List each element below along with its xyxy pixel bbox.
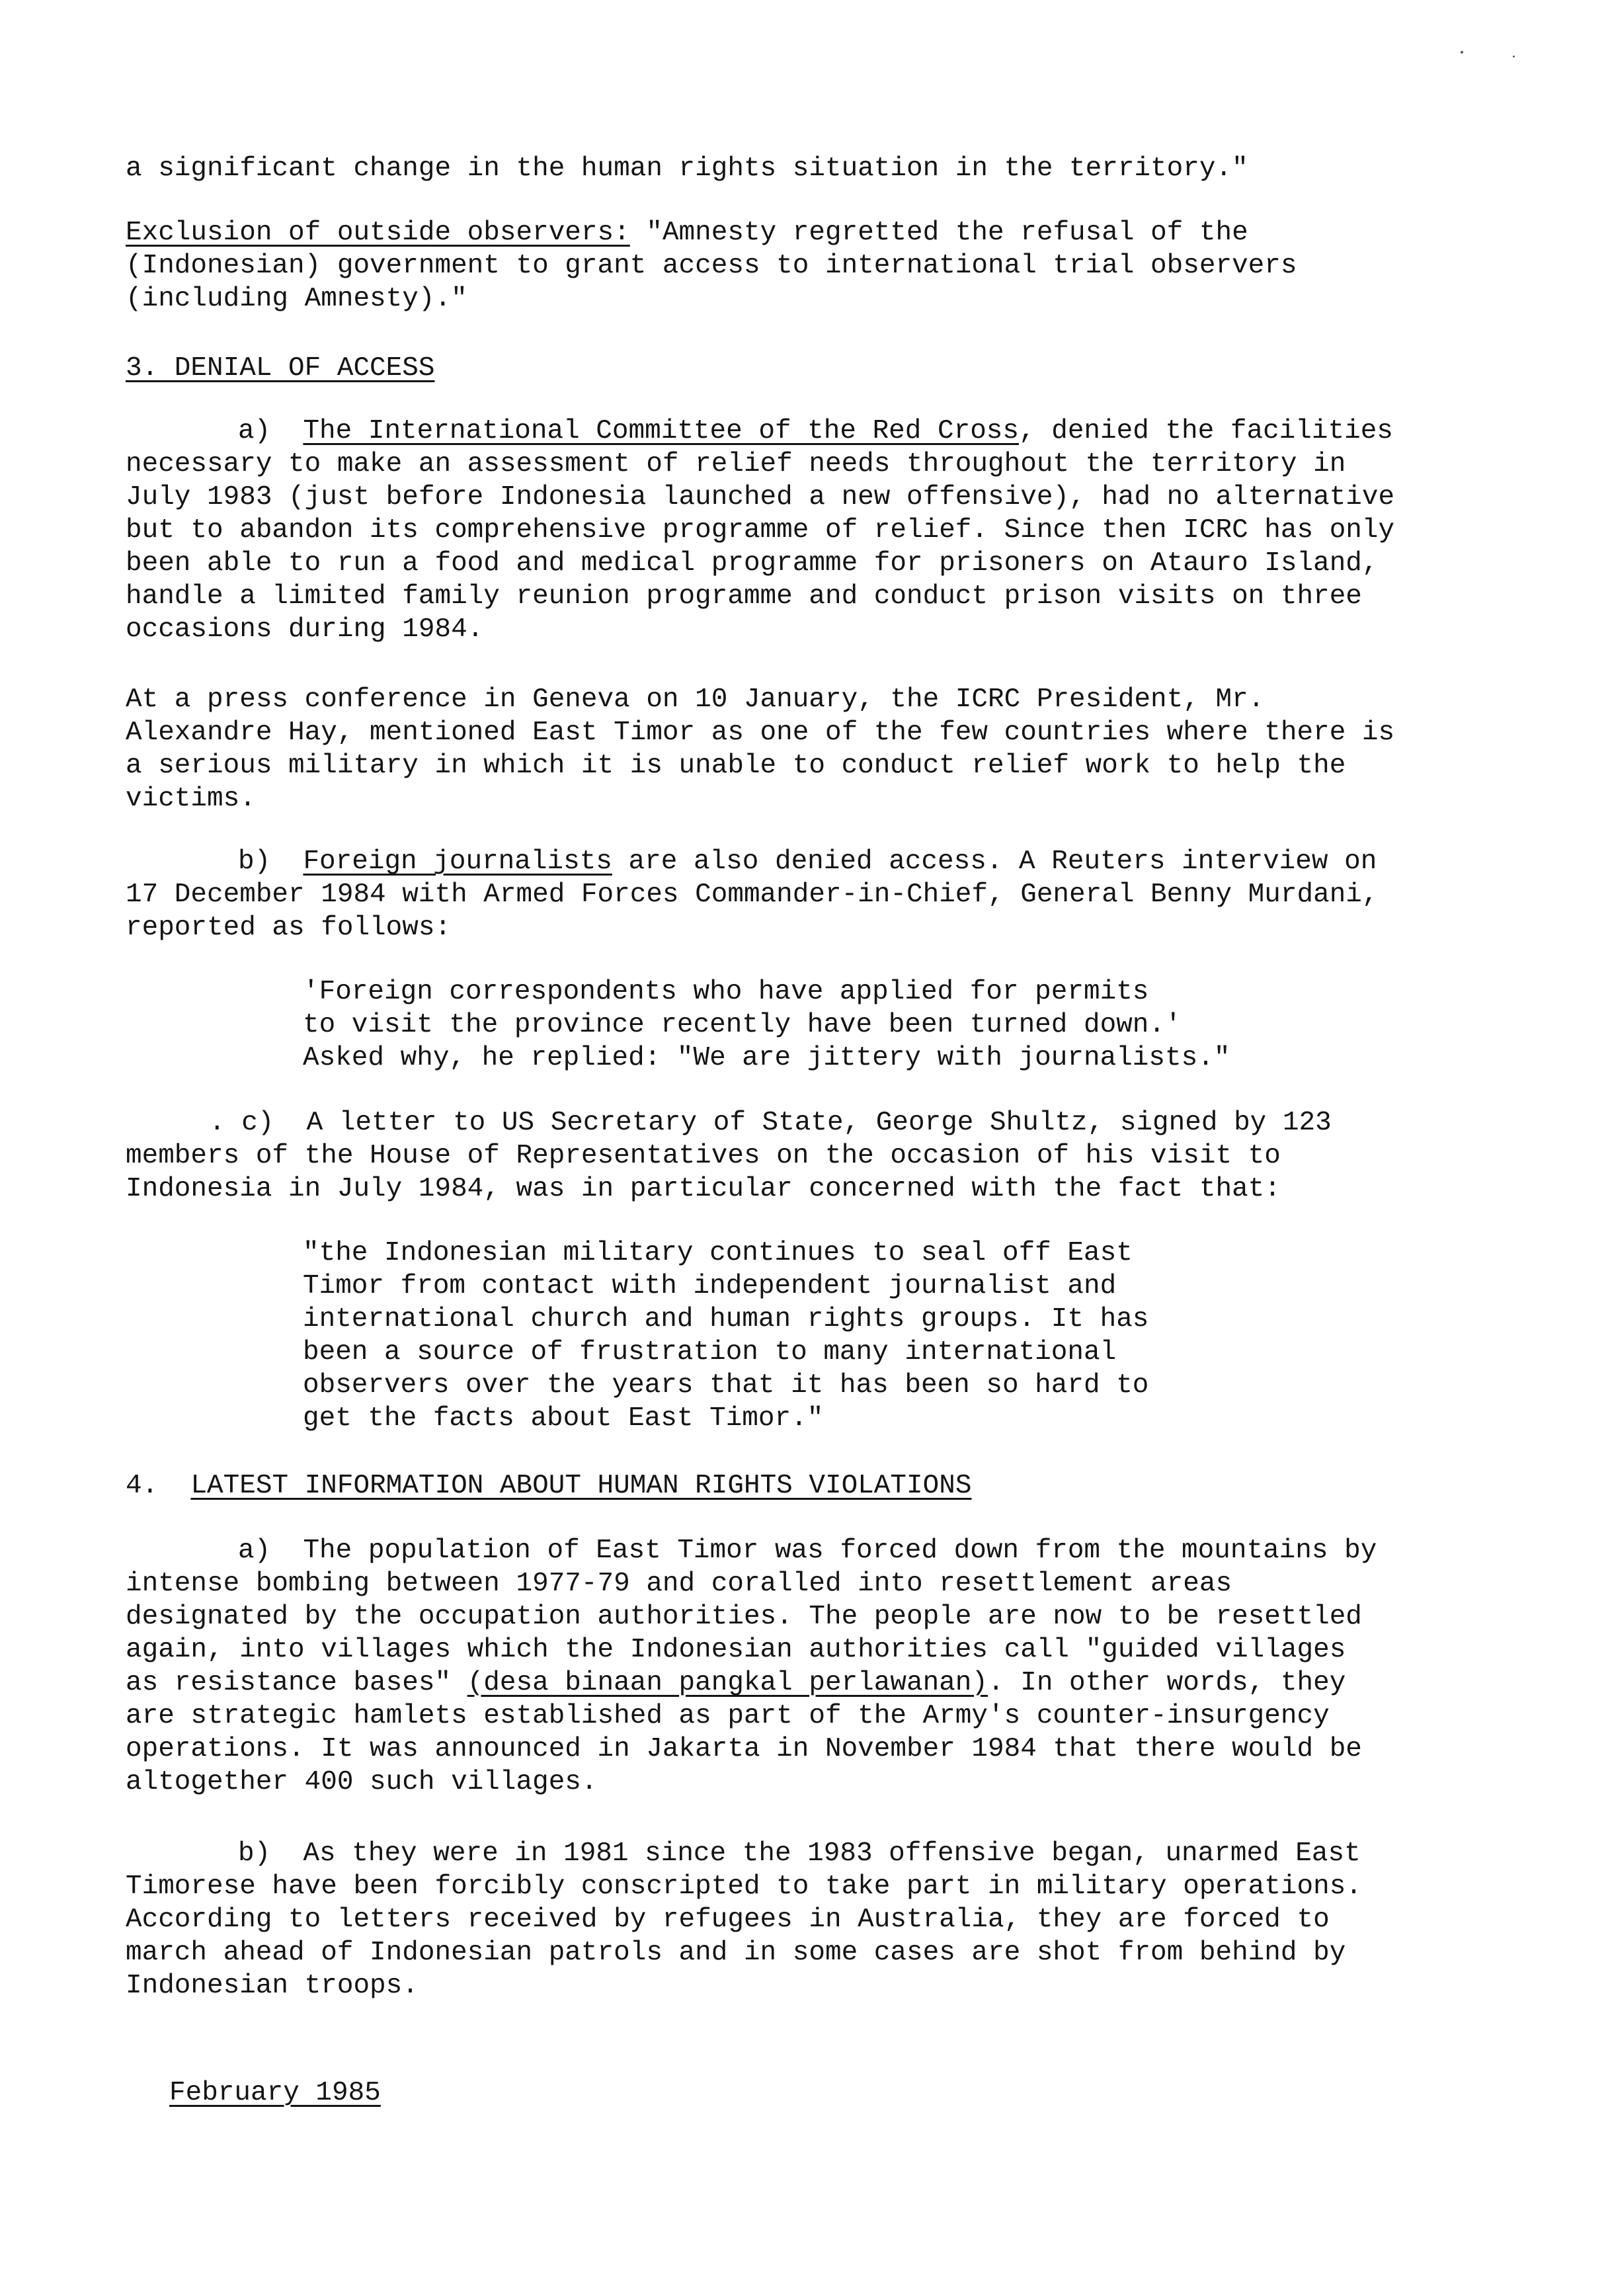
section-3a-line: but to abandon its comprehensive programme of relief. Since then ICRC has only bbox=[126, 515, 1395, 546]
section-4b-marker: b) bbox=[238, 1838, 271, 1869]
section-4a-line: designated by the occupation authorities. The people are now to be resettled bbox=[126, 1602, 1362, 1632]
press-line: At a press conference in Geneva on 10 January, the ICRC President, Mr. bbox=[126, 684, 1265, 715]
scan-speck bbox=[1461, 51, 1463, 54]
congress-quote-line: international church and human rights groups. It has bbox=[303, 1304, 1149, 1334]
section-3a-line: necessary to make an assessment of relief needs throughout the territory in bbox=[126, 449, 1346, 479]
section-4b-line: march ahead of Indonesian patrols and in some cases are shot from behind by bbox=[126, 1938, 1346, 1968]
section-3b-first-line: b) Foreign journalists are also denied access. A Reuters interview on bbox=[238, 846, 1377, 877]
section-3c-first-line: . c) A letter to US Secretary of State, George Shultz, signed by 123 bbox=[209, 1108, 1332, 1138]
section-4a-marker: a) bbox=[238, 1536, 271, 1566]
section-3a-line: occasions during 1984. bbox=[126, 614, 484, 645]
congress-quote-line: been a source of frustration to many international bbox=[303, 1337, 1117, 1368]
congress-quote-line: observers over the years that it has been so hard to bbox=[303, 1370, 1149, 1401]
section-3a-line: handle a limited family reunion programme and conduct prison visits on three bbox=[126, 581, 1362, 612]
exclusion-line-1 bbox=[126, 216, 1248, 249]
document-date: February 1985 bbox=[169, 2078, 381, 2108]
press-line: victims. bbox=[126, 784, 256, 814]
section-3c-line: members of the House of Representatives on the occasion of his visit to bbox=[126, 1141, 1281, 1171]
congress-quote-line: "the Indonesian military continues to seal off East bbox=[303, 1238, 1133, 1268]
section-4b-first-line: b) As they were in 1981 since the 1983 offensive began, unarmed East bbox=[238, 1838, 1361, 1869]
section-3c-marker: . c) bbox=[209, 1108, 274, 1138]
murdani-quote-line: 'Foreign correspondents who have applied for permits bbox=[303, 977, 1149, 1007]
exclusion-label: Exclusion of outside observers: bbox=[126, 218, 630, 248]
press-line: Alexandre Hay, mentioned East Timor as one of the few countries where there is bbox=[126, 718, 1395, 748]
scan-speck bbox=[1513, 56, 1515, 58]
section-4a-line: are strategic hamlets established as part of the Army's counter-insurgency bbox=[126, 1701, 1330, 1731]
section-3b-line: 17 December 1984 with Armed Forces Commander-in-Chief, General Benny Murdani, bbox=[126, 880, 1379, 910]
section-4a-line: as resistance bases" (desa binaan pangkal perlawanan). In other words, they bbox=[126, 1668, 1346, 1698]
exclusion-line-2: (Indonesian) government to grant access to international trial observers bbox=[126, 251, 1297, 281]
icrc-name: The International Committee of the Red Cross bbox=[303, 416, 1020, 446]
section-3b-marker: b) bbox=[238, 846, 271, 877]
section-4b-line: According to letters received by refugees in Australia, they are forced to bbox=[126, 1905, 1330, 1935]
section-3a-first-line: a) The International Committee of the Red Cross, denied the facilities bbox=[238, 416, 1393, 446]
exclusion-line-3: (including Amnesty)." bbox=[126, 284, 467, 314]
section-3c-line: Indonesia in July 1984, was in particular concerned with the fact that: bbox=[126, 1174, 1281, 1204]
murdani-quote-line: Asked why, he replied: "We are jittery with journalists." bbox=[303, 1043, 1230, 1073]
section-4-title: LATEST INFORMATION ABOUT HUMAN RIGHTS VIOLATIONS bbox=[190, 1471, 972, 1501]
section-3-heading: 3. DENIAL OF ACCESS bbox=[126, 353, 435, 384]
section-4a-line: operations. It was announced in Jakarta in November 1984 that there would be bbox=[126, 1734, 1362, 1764]
exclusion-text: "Amnesty regretted the refusal of the bbox=[629, 218, 1248, 248]
section-4a-line: intense bombing between 1977-79 and coralled into resettlement areas bbox=[126, 1569, 1232, 1599]
murdani-quote-line: to visit the province recently have been turned down.' bbox=[303, 1010, 1182, 1040]
foreign-journalists: Foreign journalists bbox=[303, 846, 612, 877]
section-3a-line: July 1983 (just before Indonesia launched a new offensive), had no alternative bbox=[126, 482, 1395, 512]
press-line: a serious military in which it is unable to conduct relief work to help the bbox=[126, 751, 1346, 781]
section-4a-line: altogether 400 such villages. bbox=[126, 1767, 598, 1797]
section-4b-line: Indonesian troops. bbox=[126, 1971, 419, 2001]
section-4a-first-line: a) The population of East Timor was forced down from the mountains by bbox=[238, 1536, 1377, 1566]
congress-quote-line: Timor from contact with independent journalist and bbox=[303, 1271, 1117, 1301]
section-4-number: 4. bbox=[126, 1471, 159, 1501]
section-4a-line: again, into villages which the Indonesian authorities call "guided villages bbox=[126, 1635, 1346, 1665]
section-3a-line: been able to run a food and medical programme for prisoners on Atauro Island, bbox=[126, 548, 1379, 579]
intro-line: a significant change in the human rights situation in the territory." bbox=[126, 153, 1248, 184]
desa-binaan-term: (desa binaan pangkal perlawanan) bbox=[467, 1668, 988, 1698]
section-4-heading bbox=[126, 1469, 971, 1502]
section-3a-marker: a) bbox=[238, 416, 271, 446]
section-3b-line: reported as follows: bbox=[126, 913, 452, 943]
section-4b-line: Timorese have been forcibly conscripted to take part in military operations. bbox=[126, 1871, 1362, 1902]
congress-quote-line: get the facts about East Timor." bbox=[303, 1403, 824, 1434]
